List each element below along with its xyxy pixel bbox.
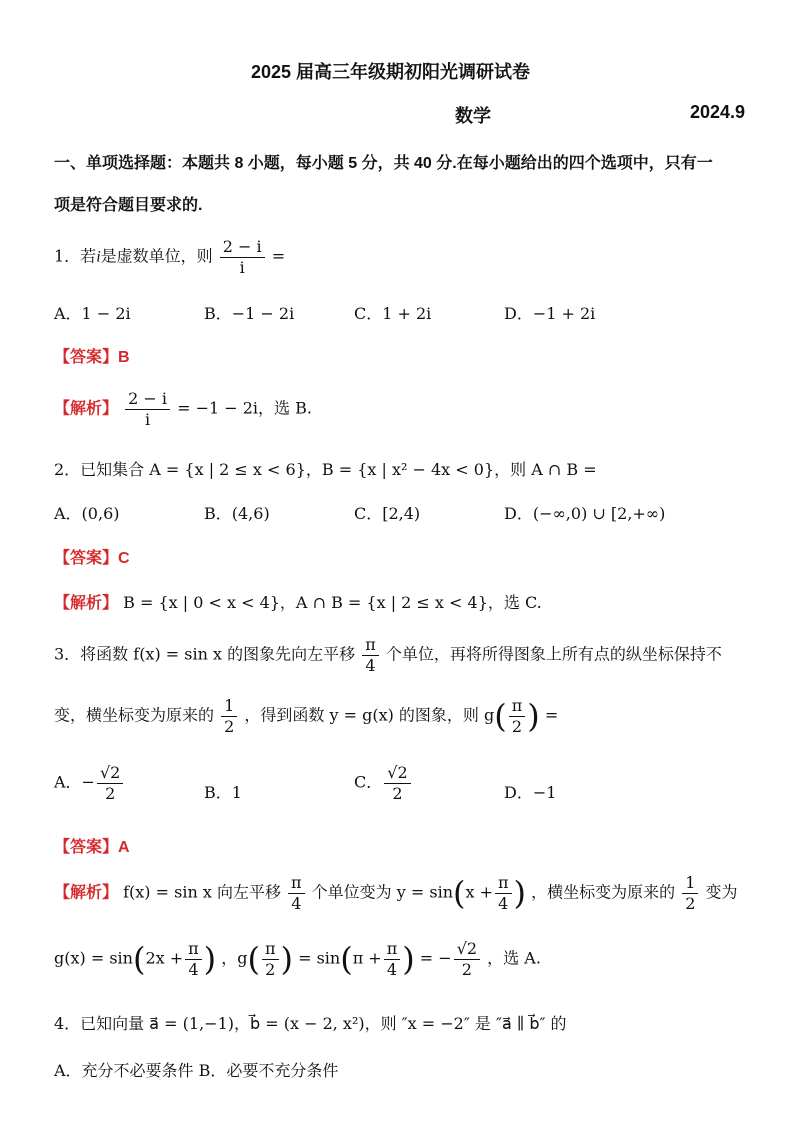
- question-1-stem: 1．若i是虚数单位，则 $\frac{2 - i}{i}$ =: [54, 237, 286, 277]
- q1-option-b: B．−1 − 2i: [204, 304, 295, 323]
- q1-analysis: 【解析】 $\frac{2 - i}{i}$ = −1 − 2i，选 B.: [54, 389, 312, 429]
- subject: 数学: [455, 106, 491, 126]
- q1-answer: 【答案】B: [54, 349, 130, 366]
- question-4-stem: 4．已知向量 a⃗ = (1,−1)，b⃗ = (x − 2, x²)，则 ″x = −2″ 是 ″a⃗ ∥ b⃗″ 的: [54, 1014, 567, 1033]
- question-3-line2: 变，横坐标变为原来的 $\frac{1}{2}$ ，得到函数 y = g(x) 的图象，则 g( $\frac{\pi}{2}$ ) =: [54, 696, 559, 736]
- q2-option-b: B．(4,6): [204, 504, 270, 523]
- q2-option-c: C．[2,4): [354, 504, 421, 523]
- q3-option-a: A．− $\frac{√2}{2}$: [54, 764, 125, 802]
- q3-option-d: D．−1: [504, 783, 557, 802]
- q3-answer: 【答案】A: [54, 839, 130, 856]
- question-3-line1: 3．将函数 f(x) = sin x 的图象先向左平移 $\frac{\pi}{4}$ 个单位，再将所得图象上所有点的纵坐标保持不: [54, 635, 722, 675]
- q3-option-c: C． $\frac{√2}{2}$: [354, 764, 413, 802]
- q4-options: A．充分不必要条件 B．必要不充分条件: [54, 1061, 339, 1080]
- q3-analysis-line1: 【解析】 f(x) = sin x 向左平移 $\frac{\pi}{4}$ 个单位变为 y = sin(x + $\frac{\pi}{4}$ ) ，横坐标变为原来的 $\frac{1}{2}$ 变为: [54, 873, 738, 913]
- q2-answer: 【答案】C: [54, 550, 130, 567]
- exam-date: 2024.9: [690, 102, 746, 122]
- q1-fraction: $\frac{2 - i}{i}$: [220, 238, 265, 276]
- q1-option-a: A．1 − 2i: [54, 304, 131, 323]
- q1-option-d: D．−1 + 2i: [504, 304, 596, 323]
- q1-option-c: C．1 + 2i: [354, 304, 432, 323]
- question-2-stem: 2．已知集合 A = {x | 2 ≤ x < 6}，B = {x | x² − 4x < 0}，则 A ∩ B =: [54, 460, 597, 479]
- q2-option-d: D．(−∞,0) ∪ [2,+∞): [504, 504, 666, 523]
- page-title: 2025 届高三年级期初阳光调研试卷: [251, 62, 531, 82]
- section-heading-line2: 项是符合题目要求的.: [54, 197, 203, 214]
- q3-option-b: B．1: [204, 783, 242, 802]
- section-heading-line1: 一、单项选择题：本题共 8 小题，每小题 5 分，共 40 分.在每小题给出的四个选项中，只有一: [54, 155, 713, 172]
- q3-analysis-line2: g(x) = sin(2x + $\frac{\pi}{4}$ ) ，g( $\frac{\pi}{2}$ ) = sin(π + $\frac{\pi}{4}$ ) = − $\frac{√2}{2}$ ，选 A.: [54, 939, 541, 979]
- q2-option-a: A．(0,6): [54, 504, 120, 523]
- q2-analysis: 【解析】 B = {x | 0 < x < 4}，A ∩ B = {x | 2 ≤ x < 4}，选 C.: [54, 593, 542, 612]
